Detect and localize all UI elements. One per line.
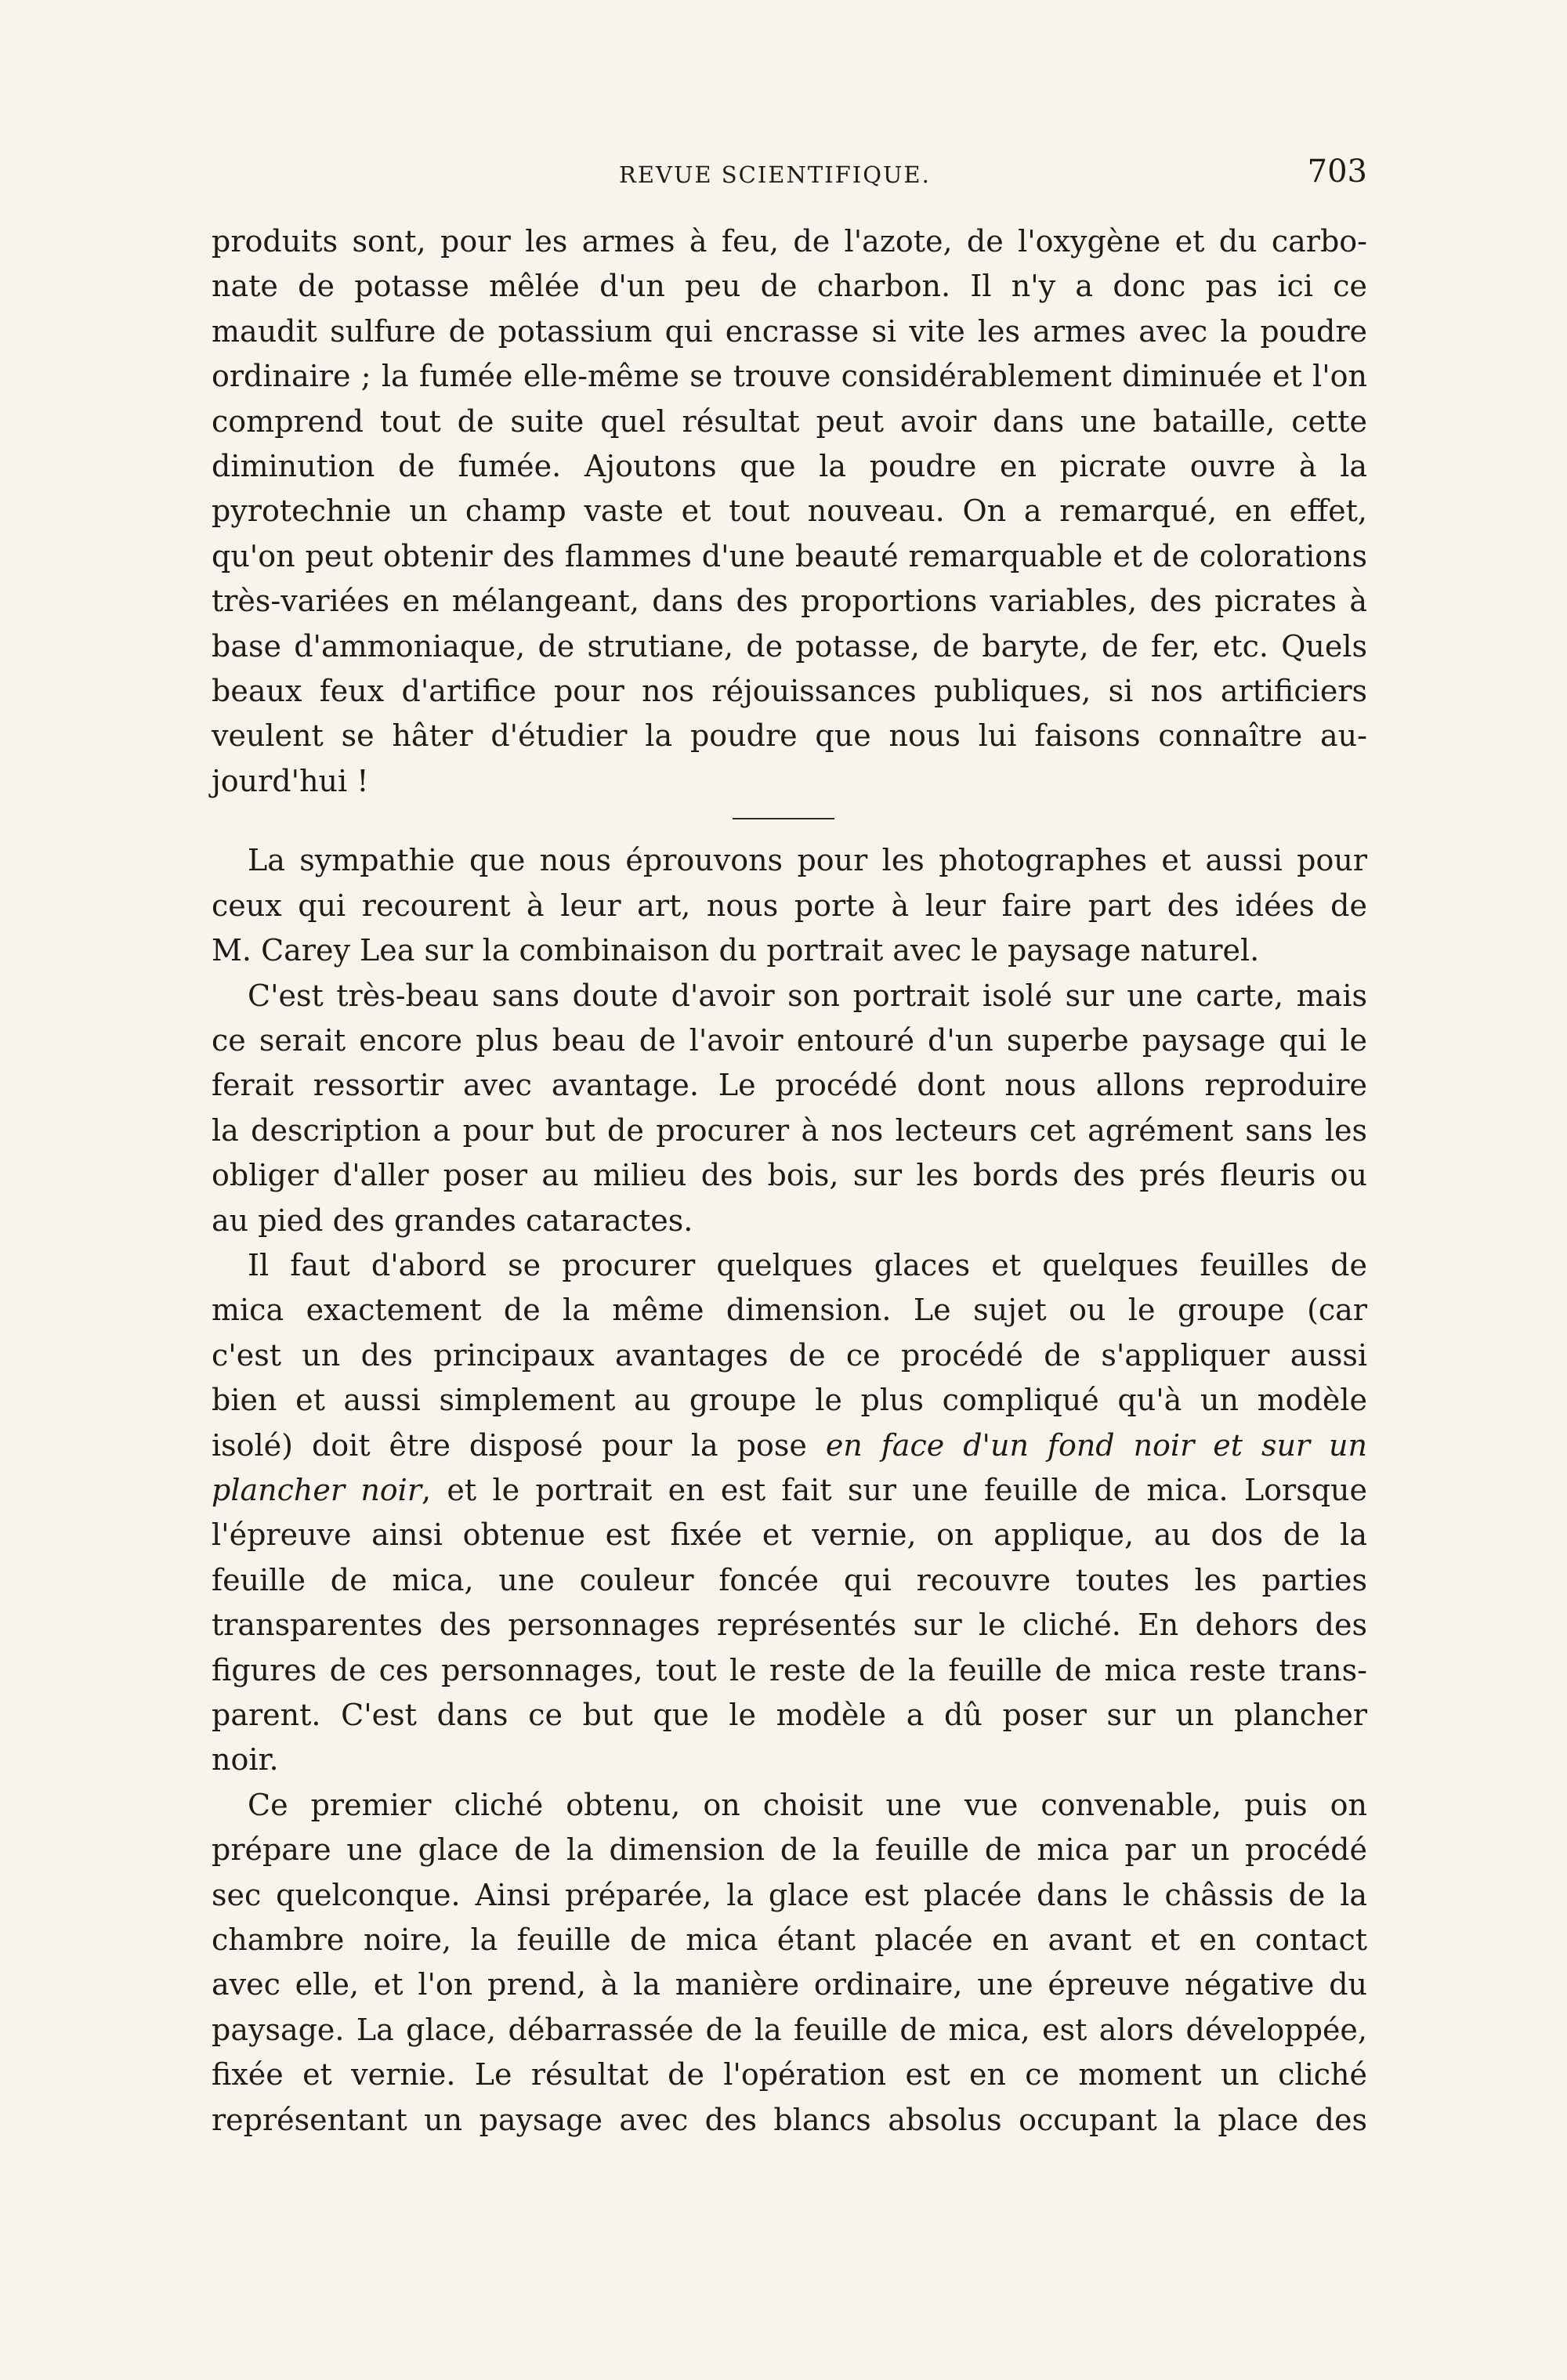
text-line: transparentes des personnages représentés sur le cliché. En dehors des — [212, 1608, 1367, 1643]
text-line: produits sont, pour les armes à feu, de l'azote, de l'oxygène et du carbo- — [212, 224, 1367, 259]
text-line: Il faut d'abord se procurer quelques glaces et quelques feuilles de — [248, 1247, 1367, 1282]
text-line: ce serait encore plus beau de l'avoir entouré d'un superbe paysage qui le — [212, 1022, 1367, 1058]
text-line: avec elle, et l'on prend, à la manière ordinaire, une épreuve négative du — [212, 1967, 1367, 2002]
text-line: paysage. La glace, débarrassée de la feuille de mica, est alors développée, — [212, 2012, 1367, 2047]
text-line: l'épreuve ainsi obtenue est fixée et vernie, on applique, au dos de la — [212, 1517, 1367, 1553]
paragraph-1 — [212, 219, 1367, 804]
text-line: C'est très-beau sans doute d'avoir son portrait isolé sur une carte, mais — [248, 978, 1367, 1013]
text-line: chambre noire, la feuille de mica étant placée en avant et en contact — [212, 1922, 1367, 1958]
text-line: prépare une glace de la dimension de la feuille de mica par un procédé — [212, 1832, 1367, 1868]
running-head — [212, 149, 1367, 196]
text-line: noir. — [212, 1742, 279, 1778]
text-line: jourd'hui ! — [212, 763, 369, 798]
text-line: beaux feux d'artifice pour nos réjouissances publiques, si nos artificiers — [212, 674, 1367, 709]
book-page — [212, 149, 1367, 2143]
text-line: mica exactement de la même dimension. Le sujet ou le groupe (car — [212, 1293, 1367, 1328]
text-line: M. Carey Lea sur la combinaison du portrait avec le paysage naturel. — [212, 933, 1260, 968]
paragraph-2 — [212, 838, 1367, 973]
text-line: parent. C'est dans ce but que le modèle a dû poser sur un plancher — [212, 1698, 1367, 1732]
text-line: ferait ressortir avec avantage. Le procédé dont nous allons reproduire — [212, 1068, 1367, 1103]
text-line: au pied des grandes cataractes. — [212, 1203, 693, 1238]
text-line — [212, 1423, 1367, 1468]
text-line: qu'on peut obtenir des flammes d'une beauté remarquable et de colorations — [212, 538, 1367, 573]
text-line: pyrotechnie un champ vaste et tout nouveau. On a remarqué, en effet, — [212, 494, 1367, 529]
text-line: c'est un des principaux avantages de ce procédé de s'appliquer aussi — [212, 1337, 1367, 1373]
text-line: très-variées en mélangeant, dans des proportions variables, des picrates à — [212, 584, 1367, 619]
text-line: la description a pour but de procurer à nos lecteurs cet agrément sans les — [212, 1112, 1367, 1148]
italic-text: plancher noir — [212, 1472, 422, 1507]
text-run: isolé) doit être disposé pour la pose — [212, 1427, 826, 1463]
text-line: ordinaire ; la fumée elle-même se trouve considérablement diminuée et l'on — [212, 359, 1367, 394]
page-number: 703 — [1307, 154, 1367, 190]
text-line: veulent se hâter d'étudier la poudre que nous lui faisons connaître au- — [212, 718, 1367, 754]
text-line: diminution de fumée. Ajoutons que la poudre en picrate ouvre à la — [212, 449, 1367, 484]
running-title: REVUE SCIENTIFIQUE. — [619, 161, 931, 188]
text-line: feuille de mica, une couleur foncée qui recouvre toutes les parties — [212, 1562, 1367, 1597]
text-line: sec quelconque. Ainsi préparée, la glace est placée dans le châssis de la — [212, 1877, 1367, 1912]
italic-text: en face d'un fond noir et sur un — [825, 1427, 1367, 1463]
text-line: bien et aussi simplement au groupe le plus compliqué qu'à un modèle — [212, 1383, 1367, 1418]
text-line: représentant un paysage avec des blancs absolus occupant la place des — [212, 2102, 1367, 2137]
text-line: ceux qui recourent à leur art, nous porte à leur faire part des idées de — [212, 888, 1367, 923]
text-line: nate de potasse mêlée d'un peu de charbon. Il n'y a donc pas ici ce — [212, 269, 1367, 304]
text-line: comprend tout de suite quel résultat peut avoir dans une bataille, cette — [212, 403, 1367, 439]
text-line: La sympathie que nous éprouvons pour les photographes et aussi pour — [248, 843, 1367, 878]
text-line: fixée et vernie. Le résultat de l'opération est en ce moment un cliché — [212, 2057, 1367, 2092]
paragraph-5 — [212, 1783, 1367, 2143]
text-line — [212, 1468, 1367, 1513]
paragraph-4 — [212, 1243, 1367, 1783]
text-line: Ce premier cliché obtenu, on choisit une vue convenable, puis on — [248, 1787, 1367, 1822]
text-line: figures de ces personnages, tout le reste de la feuille de mica reste trans- — [212, 1652, 1367, 1687]
section-divider — [733, 818, 834, 819]
paragraph-3 — [212, 974, 1367, 1243]
text-line: maudit sulfure de potassium qui encrasse si vite les armes avec la poudre — [212, 313, 1367, 349]
text-run: , et le portrait en est fait sur une feuille de mica. Lorsque — [422, 1472, 1368, 1507]
text-line: obliger d'aller poser au milieu des bois, sur les bords des prés fleuris ou — [212, 1158, 1367, 1193]
text-line: base d'ammoniaque, de strutiane, de potasse, de baryte, de fer, etc. Quels — [212, 628, 1367, 664]
